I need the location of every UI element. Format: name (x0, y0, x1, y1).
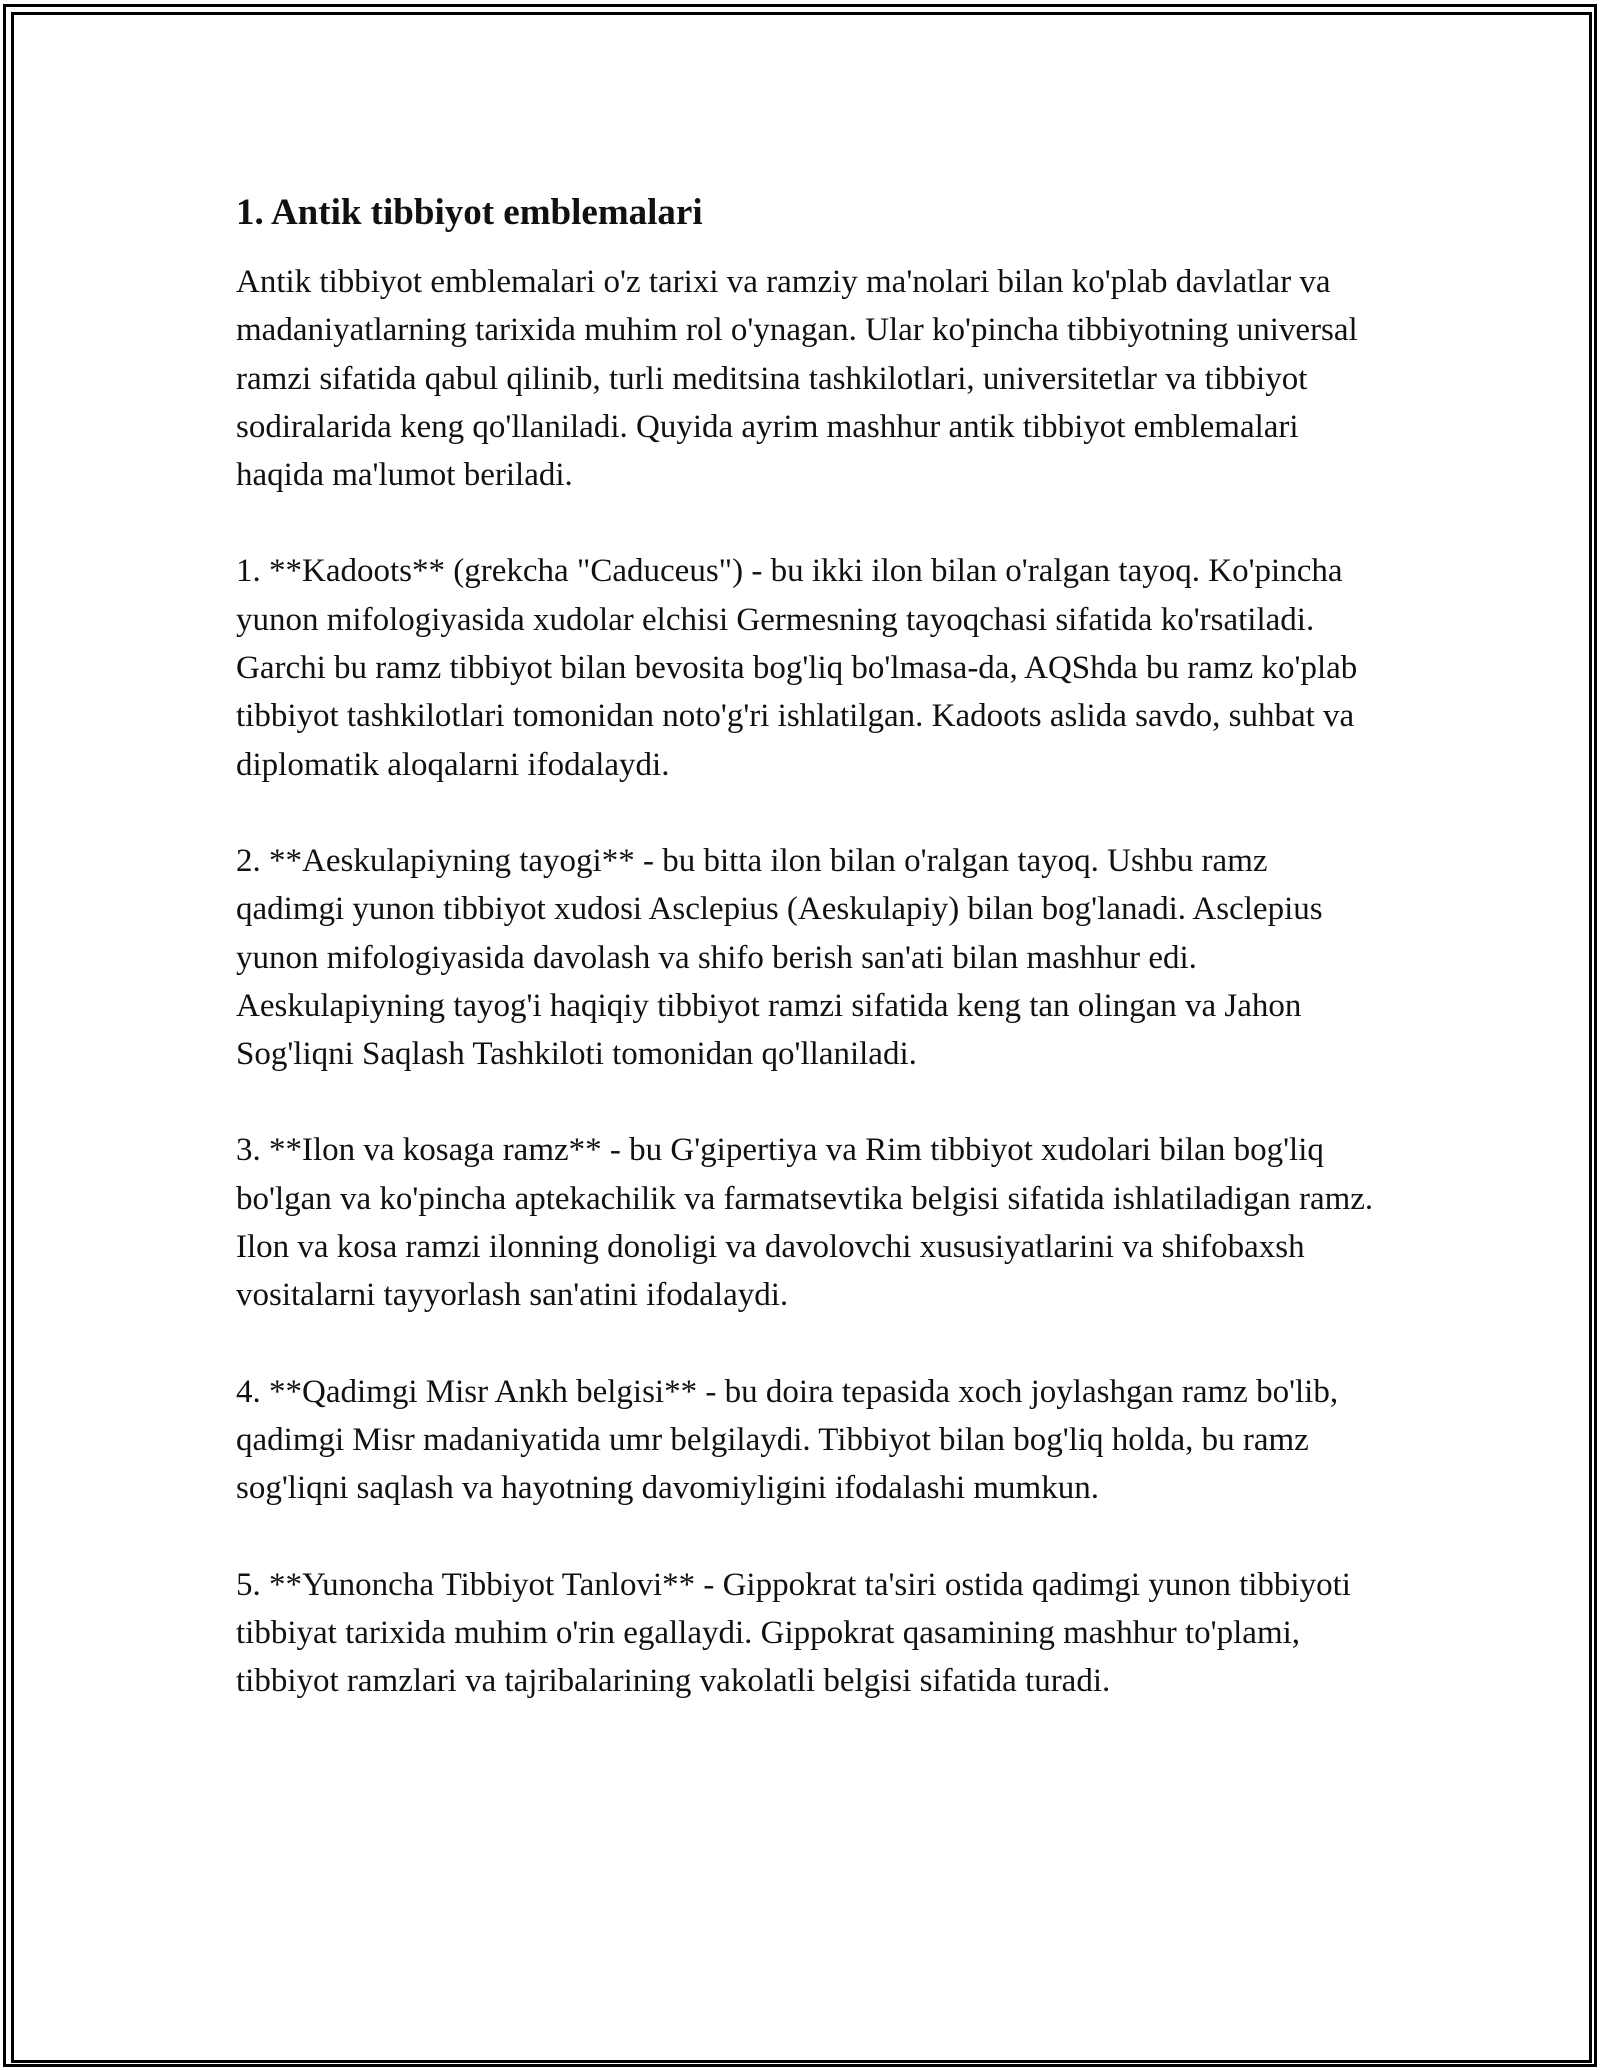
paragraph-ilon-kosa: 3. **Ilon va kosaga ramz** - bu G'gipertiya va Rim tibbiyot xudolari bilan bog'liq bo'lgan va ko'pincha aptekachilik va farmatsevtika belgisi sifatida ishlatiladigan ramz. Ilon va kosa ramzi ilonning donoligi va davolovchi xususiyatlarini va shifobaxsh vositalarni tayyorlash san'atini ifodalaydi. (236, 1132, 1374, 1314)
intro-paragraph: Antik tibbiyot emblemalari o'z tarixi va ramziy ma'nolari bilan ko'plab davlatlar va madaniyatlarning tarixida muhim rol o'ynagan. Ular ko'pincha tibbiyotning universal ramzi sifatida qabul qilinib, turli meditsina tashkilotlari, universitetlar va tibbiyot sodiralarida keng qo'llaniladi. Quyida ayrim mashhur antik tibbiyot emblemalari haqida ma'lumot beriladi. (236, 264, 1358, 494)
paragraph-yunoncha: 5. **Yunoncha Tibbiyot Tanlovi** - Gippokrat ta'siri ostida qadimgi yunon tibbiyoti tibbiyat tarixida muhim o'rin egallaydi. Gippokrat qasamining mashhur to'plami, tibbiyot ramzlari va tajribalarining vakolatli belgisi sifatida turadi. (236, 1566, 1351, 1700)
document-body (236, 186, 1376, 1753)
section-heading: 1. Antik tibbiyot emblemalari (236, 192, 703, 233)
paragraph-kadoots: 1. **Kadoots** (grekcha "Caduceus") - bu ikki ilon bilan o'ralgan tayoq. Ko'pincha yunon mifologiyasida xudolar elchisi Germesning tayoqchasi sifatida ko'rsatiladi. Garchi bu ramz tibbiyot bilan bevosita bog'liq bo'lmasa-da, AQShda bu ramz ko'plab tibbiyot tashkilotlari tomonidan noto'g'ri ishlatilgan. Kadoots aslida savdo, suhbat va diplomatik aloqalarni ifodalaydi. (236, 553, 1358, 783)
paragraph-ankh: 4. **Qadimgi Misr Ankh belgisi** - bu doira tepasida xoch joylashgan ramz bo'lib, qadimgi Misr madaniyatida umr belgilaydi. Tibbiyot bilan bog'liq holda, bu ramz sog'liqni saqlash va hayotning davomiyligini ifodalashi mumkun. (236, 1373, 1339, 1507)
paragraph-aeskulapiy: 2. **Aeskulapiyning tayogi** - bu bitta ilon bilan o'ralgan tayoq. Ushbu ramz qadimgi yunon tibbiyot xudosi Asclepius (Aeskulapiy) bilan bog'lanadi. Asclepius yunon mifologiyasida davolash va shifo berish san'ati bilan mashhur edi. Aeskulapiyning tayog'i haqiqiy tibbiyot ramzi sifatida keng tan olingan va Jahon Sog'liqni Saqlash Tashkiloti tomonidan qo'llaniladi. (236, 842, 1323, 1073)
